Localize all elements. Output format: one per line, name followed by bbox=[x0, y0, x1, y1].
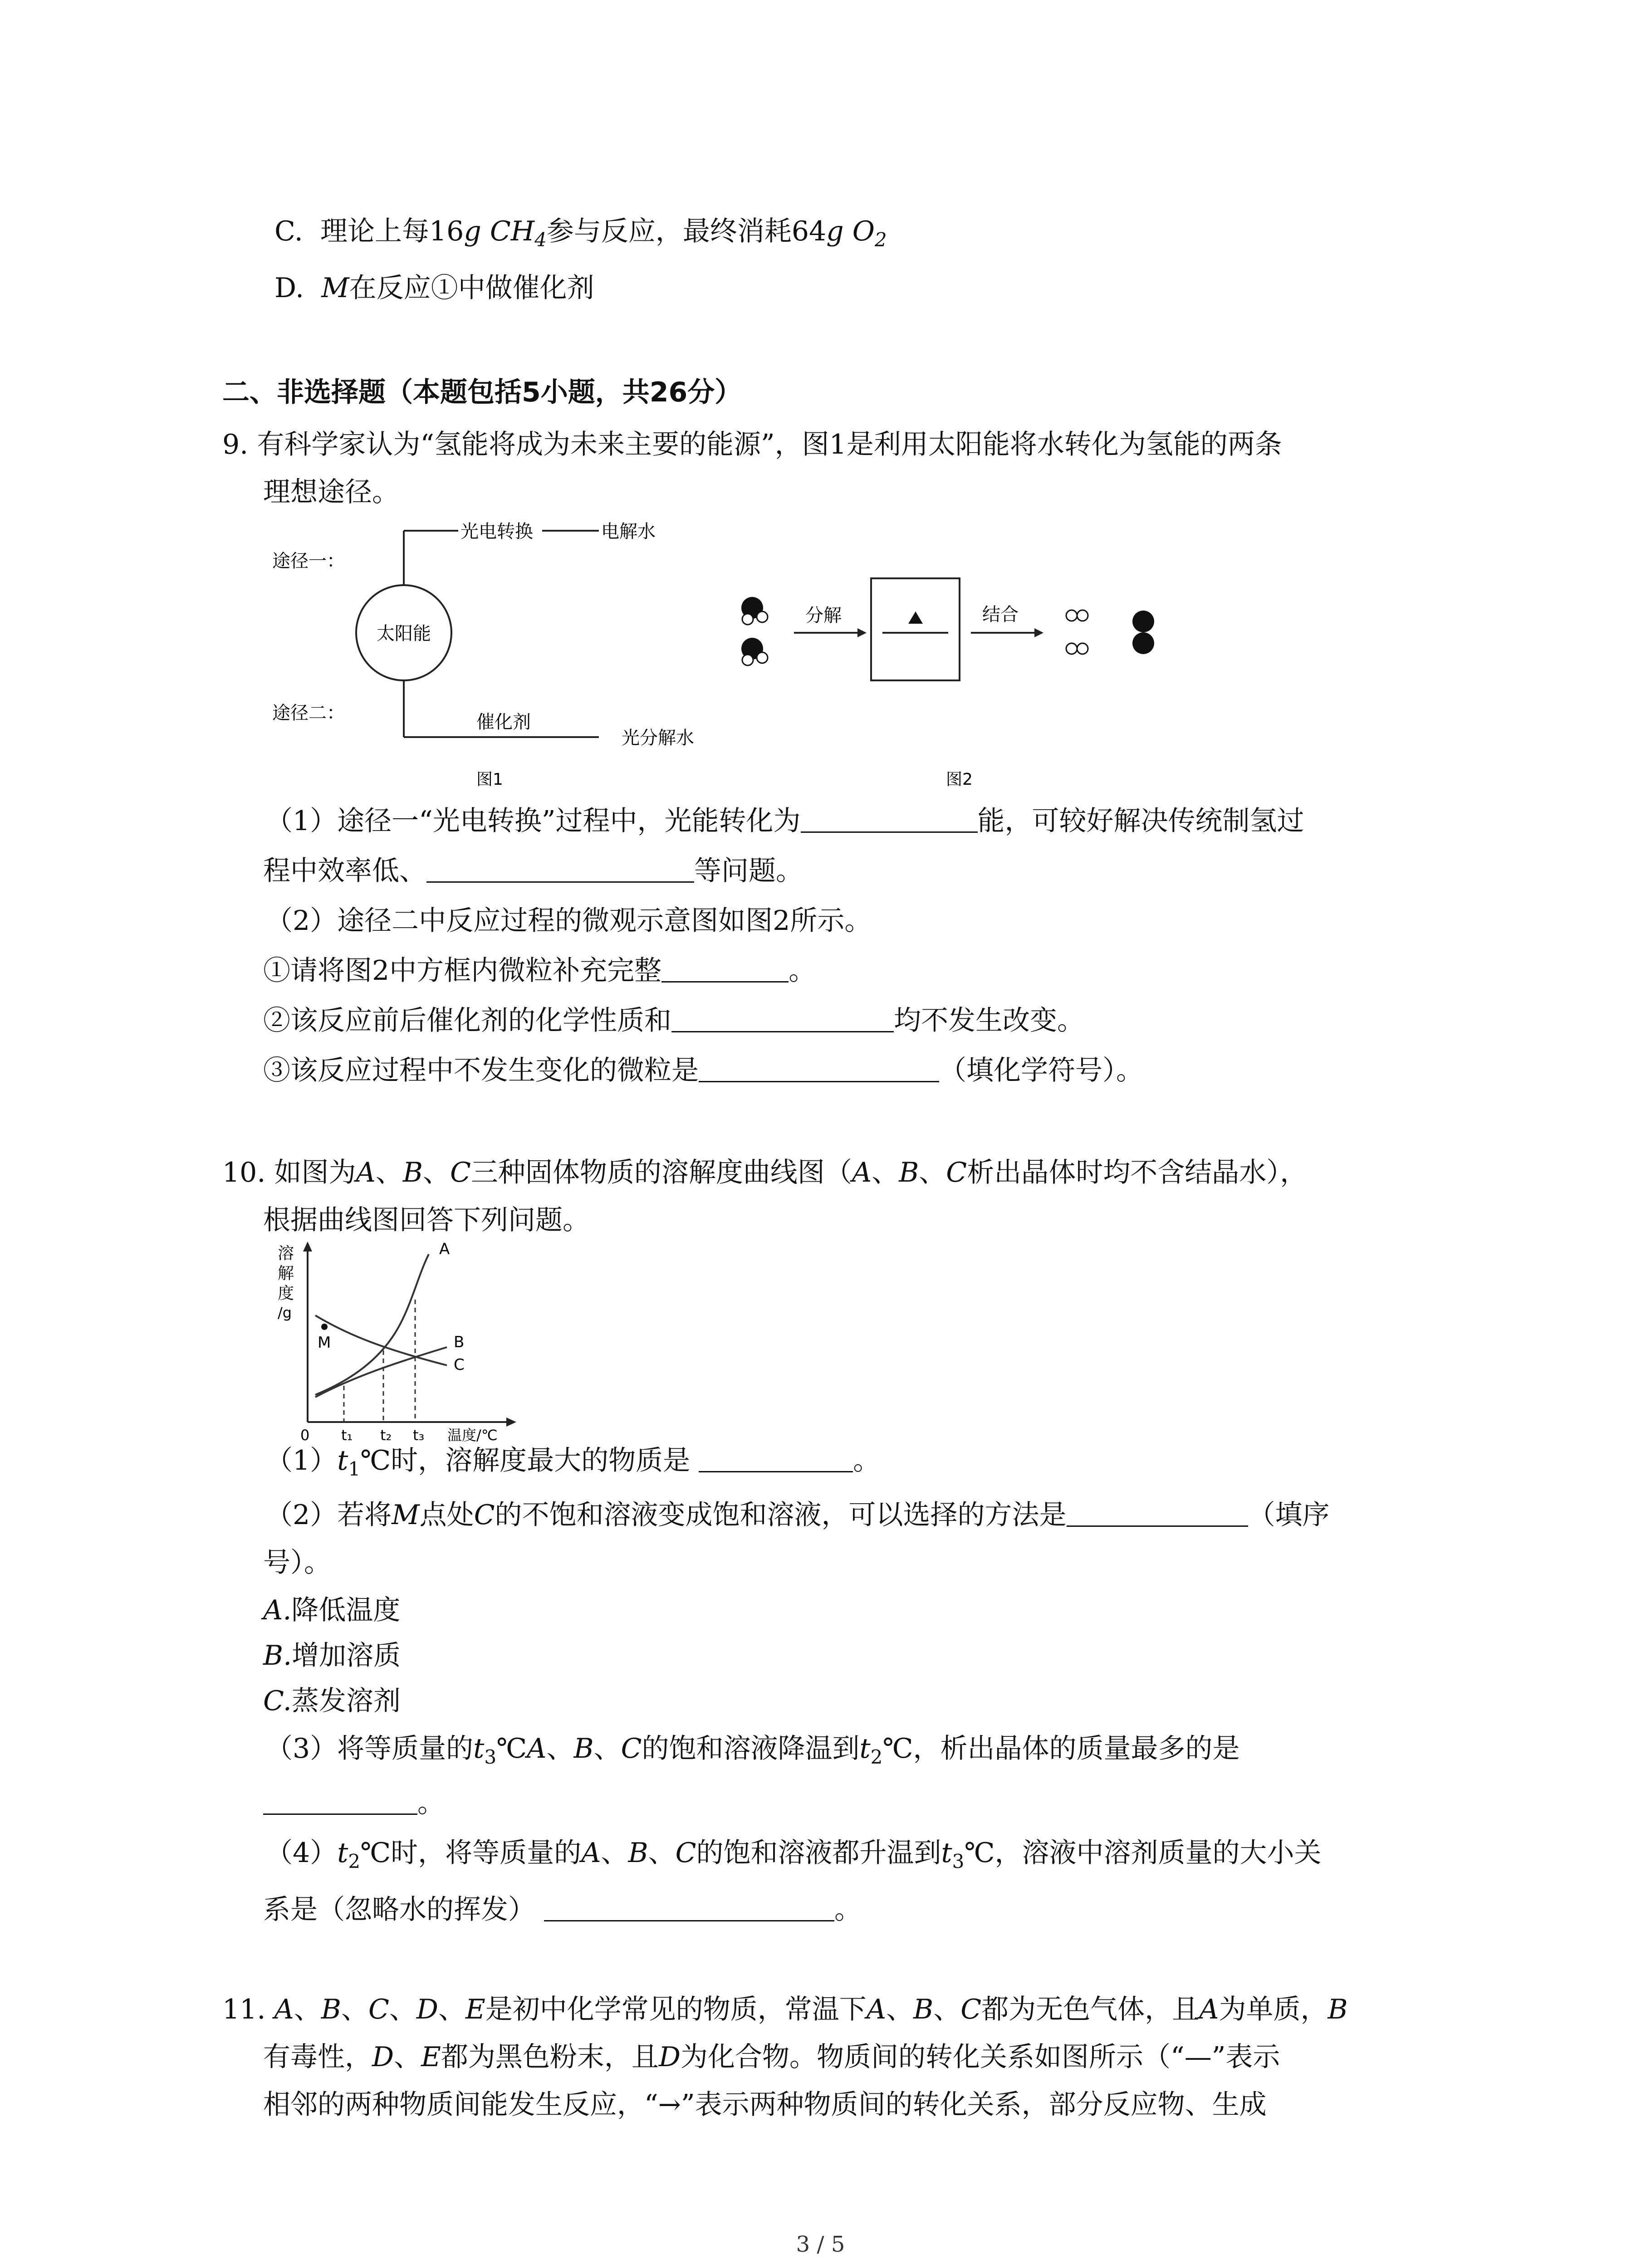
q10-option-a: A.降低温度 bbox=[263, 1594, 401, 1626]
curve-a-label: A bbox=[439, 1241, 450, 1258]
curve-b bbox=[315, 1347, 447, 1397]
t3-label: t₃ bbox=[413, 1427, 425, 1444]
solubility-diagram bbox=[272, 1241, 544, 1445]
q11-stem-2: 有毒性，D、E都为黑色粉末，且D为化合物。物质间的转化关系如图所示（“—”表示 bbox=[263, 2041, 1280, 2073]
q10-part3-cont: 。 bbox=[263, 1785, 445, 1821]
q9-part1-cont: 程中效率低、 等问题。 bbox=[263, 855, 803, 887]
q10-stem: 10. 如图为A、B、C三种固体物质的溶解度曲线图（A、B、C析出晶体时均不含结晶水）， bbox=[222, 1157, 1308, 1188]
branch2-label: 催化剂 bbox=[476, 712, 531, 733]
svg-text:/g: /g bbox=[278, 1304, 292, 1321]
end1-label: 电解水 bbox=[601, 521, 656, 542]
route1-label: 途径一： bbox=[272, 551, 345, 572]
q9-part2-1: ①请将图2中方框内微粒补充完整 。 bbox=[263, 955, 816, 987]
q9-stem-2: 理想途径。 bbox=[263, 476, 399, 508]
catalyst-triangle-icon bbox=[908, 611, 923, 624]
figure2-caption: 图2 bbox=[946, 770, 973, 789]
q10-part2: （2）若将M点处C的不饱和溶液变成饱和溶液，可以选择的方法是 （填序 bbox=[265, 1499, 1330, 1531]
q11-stem-3: 相邻的两种物质间能发生反应，“→”表示两种物质间的转化关系，部分反应物、生成 bbox=[263, 2089, 1267, 2121]
q9-part2-2: ②该反应前后催化剂的化学性质和 均不发生改变。 bbox=[263, 1005, 1084, 1036]
curve-c-label: C bbox=[454, 1356, 465, 1374]
q9-part2-3: ③该反应过程中不发生变化的微粒是 （填化学符号）。 bbox=[263, 1055, 1143, 1086]
q9-part1: （1）途径一“光电转换”过程中，光能转化为 能，可较好解决传统制氢过 bbox=[265, 805, 1304, 837]
reaction-box bbox=[871, 578, 960, 680]
q10-stem-2: 根据曲线图回答下列问题。 bbox=[263, 1204, 590, 1236]
q11-stem-1: 11. A、B、C、D、E是初中化学常见的物质，常温下A、B、C都为无色气体，且A为单质，B bbox=[222, 1994, 1348, 2025]
answer-blank[interactable] bbox=[1067, 1499, 1248, 1527]
route2-label: 途径二： bbox=[272, 703, 345, 723]
q10-part1: $(1)t_1℃$时，溶解度最大的物质是 。 bbox=[265, 1445, 881, 1480]
option-d: D. M在反应①中做催化剂 bbox=[274, 272, 594, 304]
curve-b-label: B bbox=[454, 1333, 465, 1351]
svg-text:解: 解 bbox=[278, 1264, 294, 1283]
decompose-label: 分解 bbox=[805, 605, 842, 626]
svg-text:度: 度 bbox=[278, 1284, 294, 1303]
hydrogen-molecule bbox=[1066, 643, 1077, 654]
page-number: 3 / 5 bbox=[796, 2232, 845, 2257]
option-label: C. bbox=[274, 215, 303, 247]
q10-part3: （3）将等质量的$t_3℃A$、B、C的饱和溶液降温到$t_2℃$，析出晶体的质量最多的是 bbox=[265, 1733, 1240, 1768]
q10-part4: $(4)t_2℃$时，将等质量的A、B、C的饱和溶液都升温到$t_3℃$，溶液中溶剂质量的大小关 bbox=[265, 1837, 1322, 1872]
oxygen-molecule bbox=[1132, 611, 1154, 632]
answer-blank[interactable] bbox=[426, 855, 694, 883]
sun-label: 太阳能 bbox=[377, 623, 431, 644]
answer-blank[interactable] bbox=[699, 1445, 853, 1472]
answer-blank[interactable] bbox=[671, 1005, 894, 1032]
q10-option-b: B.增加溶质 bbox=[263, 1640, 401, 1672]
x-axis-label: 温度/℃ bbox=[447, 1427, 498, 1444]
t1-label: t₁ bbox=[341, 1427, 353, 1444]
origin-label: 0 bbox=[300, 1427, 310, 1444]
section-title: 二、非选择题（本题包括5小题，共26分） bbox=[222, 376, 742, 408]
y-axis-label: 溶 bbox=[278, 1244, 294, 1263]
figure-1 bbox=[263, 513, 762, 803]
answer-blank[interactable] bbox=[661, 955, 789, 982]
answer-blank[interactable] bbox=[544, 1894, 834, 1921]
branch1-label: 光电转换 bbox=[460, 521, 533, 542]
answer-blank[interactable] bbox=[699, 1055, 939, 1082]
answer-blank[interactable] bbox=[801, 805, 978, 833]
option-c: C. 理论上每16g $CH_4$参与反应，最终消耗64g $O_2$ bbox=[274, 215, 887, 251]
hydrogen-molecule bbox=[1066, 610, 1077, 621]
point-m-label: M bbox=[318, 1334, 331, 1352]
t2-label: t₂ bbox=[380, 1427, 392, 1444]
q9-part2: （2）途径二中反应过程的微观示意图如图2所示。 bbox=[265, 905, 872, 937]
q9-stem: 9. 有科学家认为“氢能将成为未来主要的能源”，图1是利用太阳能将水转化为氢能的两条 bbox=[222, 429, 1282, 460]
figure-2 bbox=[726, 562, 1225, 803]
q10-part4-cont: 系是（忽略水的挥发） 。 bbox=[263, 1894, 862, 1926]
q10-part2-cont: 号）。 bbox=[263, 1547, 331, 1579]
curve-c bbox=[315, 1315, 447, 1365]
point-m bbox=[321, 1324, 328, 1330]
combine-label: 结合 bbox=[982, 604, 1019, 625]
figure1-caption: 图1 bbox=[476, 770, 503, 789]
end2-label: 光分解水 bbox=[622, 728, 694, 748]
answer-blank[interactable] bbox=[263, 1787, 417, 1815]
q10-option-c: C.蒸发溶剂 bbox=[263, 1685, 401, 1717]
